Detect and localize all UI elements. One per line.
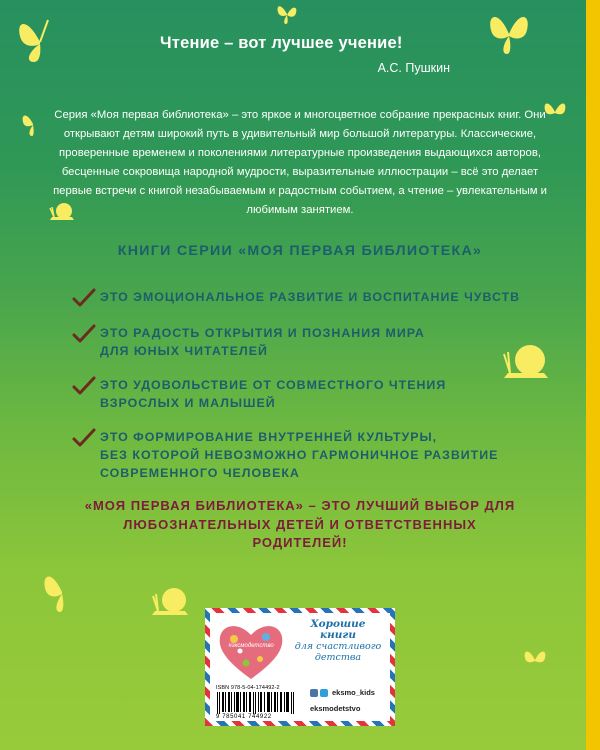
slogan-line: Хорошие — [310, 618, 366, 630]
list-item — [72, 324, 552, 360]
list-item — [72, 376, 552, 412]
checkmark-icon — [72, 428, 96, 448]
list-item — [72, 288, 552, 308]
publisher-sticker — [205, 608, 395, 726]
checkmark-icon — [72, 376, 96, 396]
epigraph — [160, 34, 450, 75]
vk-icon — [310, 689, 318, 697]
slogan-line: детства — [314, 652, 362, 663]
barcode — [216, 692, 298, 714]
slogan-line: для счастливого — [294, 641, 382, 652]
checkmark-icon — [72, 288, 96, 308]
social-handle — [310, 688, 375, 697]
butterfly-icon — [522, 646, 548, 674]
epigraph-text: Чтение – вот лучшее учение! — [160, 34, 403, 52]
slogan-line: книги — [320, 629, 356, 641]
closing-statement: «МОЯ ПЕРВАЯ БИБЛИОТЕКА» – ЭТО ЛУЧШИЙ ВЫБОР ДЛЯ ЛЮБОЗНАТЕЛЬНЫХ ДЕТЕЙ И ОТВЕТСТВЕННЫХ РОДИТЕЛЕЙ! — [84, 498, 516, 550]
list-item-text: ЭТО ФОРМИРОВАНИЕ ВНУТРЕННЕЙ КУЛЬТУРЫ, БЕЗ КОТОРОЙ НЕВОЗМОЖНО ГАРМОНИЧНОЕ РАЗВИТИЕ СОВРЕМЕННОГО ЧЕЛОВЕКА — [100, 430, 499, 480]
checkmark-icon — [72, 324, 96, 344]
benefit-list — [72, 288, 552, 498]
publisher-slogan — [292, 619, 384, 663]
butterfly-icon — [40, 568, 84, 614]
barcode-number: 9 785041 744922 — [216, 714, 272, 720]
epigraph-author: А.С. Пушкин — [377, 61, 450, 75]
butterfly-icon — [276, 2, 298, 26]
list-item-text: ЭТО РАДОСТЬ ОТКРЫТИЯ И ПОЗНАНИЯ МИРА ДЛЯ ЮНЫХ ЧИТАТЕЛЕЙ — [100, 326, 425, 358]
publisher-site: eksmodetstvo — [310, 704, 361, 713]
list-item — [72, 428, 552, 482]
series-description: Серия «Моя первая библиотека» – это яркое и многоцветное собрание прекрасных книг. Они открывают детям широкий путь в удивительный мир большой литературы. Классические, проверенные временем и поколениями литературные произведения выдающихся авторов, бесценные сокровища народной мудрости, выразительные иллюстрации – всё это делает первые встречи с книгой незабываемым и радостным событием, а чтение – увлекательным и любимым занятием. — [53, 109, 547, 216]
butterfly-icon — [16, 14, 64, 66]
book-spine-strip — [586, 0, 600, 750]
isbn-number: ISBN 978-5-04-174492-2 — [216, 685, 280, 691]
list-item-text: ЭТО ЭМОЦИОНАЛЬНОЕ РАЗВИТИЕ И ВОСПИТАНИЕ ЧУВСТВ — [100, 290, 521, 304]
list-item-text: ЭТО УДОВОЛЬСТВИЕ ОТ СОВМЕСТНОГО ЧТЕНИЯ ВЗРОСЛЫХ И МАЛЫШЕЙ — [100, 378, 447, 410]
social-handle-text: eksmo_kids — [332, 688, 375, 697]
sticker-panel — [210, 613, 390, 721]
telegram-icon — [320, 689, 328, 697]
butterfly-icon — [20, 110, 46, 138]
hashtag-label: #эксмодетство — [228, 643, 274, 649]
barcode-block — [216, 685, 298, 720]
series-heading: КНИГИ СЕРИИ «МОЯ ПЕРВАЯ БИБЛИОТЕКА» — [117, 243, 483, 259]
snail-icon — [150, 584, 190, 618]
butterfly-icon — [485, 8, 533, 58]
heart-logo-icon — [216, 619, 286, 683]
